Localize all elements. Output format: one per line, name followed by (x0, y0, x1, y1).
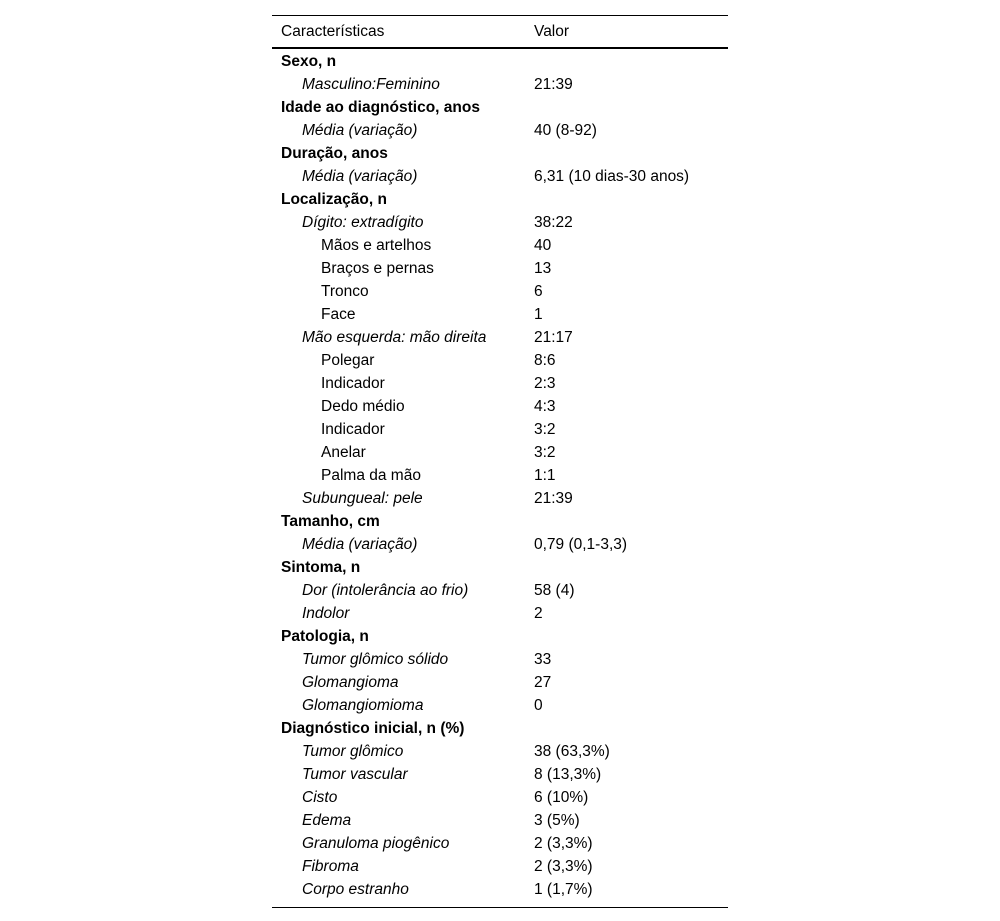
table-row (272, 73, 728, 96)
row-label: Mão esquerda: mão direita (302, 329, 487, 346)
row-label: Glomangioma (302, 674, 399, 691)
table-bottom-rule (272, 907, 728, 908)
row-label: Corpo estranho (302, 881, 409, 898)
section-heading-label: Diagnóstico inicial, n (%) (281, 720, 465, 737)
row-value: 2 (534, 605, 543, 622)
section-heading-row (272, 556, 728, 579)
section-heading-row (272, 625, 728, 648)
table-body (272, 49, 728, 901)
table-row (272, 280, 728, 303)
section-heading-row (272, 717, 728, 740)
row-value: 3 (5%) (534, 812, 580, 829)
table-row (272, 533, 728, 556)
row-label: Fibroma (302, 858, 359, 875)
row-value: 40 (534, 237, 552, 254)
section-heading-row (272, 510, 728, 533)
row-value: 6 (10%) (534, 789, 589, 806)
section-heading-row (272, 142, 728, 165)
row-value: 6 (534, 283, 543, 300)
table-row (272, 257, 728, 280)
row-value: 3:2 (534, 444, 556, 461)
row-value: 27 (534, 674, 552, 691)
section-heading-label: Patologia, n (281, 628, 369, 645)
row-label: Cisto (302, 789, 338, 806)
table-row (272, 671, 728, 694)
row-label: Edema (302, 812, 352, 829)
section-heading-label: Sintoma, n (281, 559, 361, 576)
row-value: 3:2 (534, 421, 556, 438)
section-heading-label: Idade ao diagnóstico, anos (281, 99, 480, 116)
table-row (272, 786, 728, 809)
table-row (272, 763, 728, 786)
table-row (272, 579, 728, 602)
row-label: Indolor (302, 605, 350, 622)
row-value: 0,79 (0,1-3,3) (534, 536, 628, 553)
table-row (272, 349, 728, 372)
row-label: Polegar (321, 352, 375, 369)
row-value: 40 (8-92) (534, 122, 597, 139)
table-row (272, 694, 728, 717)
row-label: Dedo médio (321, 398, 405, 415)
row-label: Dor (intolerância ao frio) (302, 582, 469, 599)
row-label: Braços e pernas (321, 260, 434, 277)
row-value: 21:39 (534, 490, 573, 507)
section-heading-label: Sexo, n (281, 53, 337, 70)
row-value: 21:39 (534, 76, 573, 93)
section-heading-label: Tamanho, cm (281, 513, 380, 530)
table-header-row (272, 16, 728, 49)
row-value: 2:3 (534, 375, 556, 392)
table-row (272, 418, 728, 441)
row-value: 13 (534, 260, 552, 277)
row-value: 4:3 (534, 398, 556, 415)
row-label: Palma da mão (321, 467, 421, 484)
row-label: Glomangiomioma (302, 697, 424, 714)
table-row (272, 487, 728, 510)
section-heading-row (272, 188, 728, 211)
row-label: Média (variação) (302, 536, 418, 553)
section-heading-label: Localização, n (281, 191, 387, 208)
row-label: Média (variação) (302, 168, 418, 185)
table-row (272, 326, 728, 349)
row-value: 0 (534, 697, 543, 714)
row-value: 38:22 (534, 214, 573, 231)
header-value: Valor (534, 23, 570, 40)
row-value: 6,31 (10 dias-30 anos) (534, 168, 690, 185)
row-value: 38 (63,3%) (534, 743, 610, 760)
row-label: Masculino:Feminino (302, 76, 440, 93)
row-label: Indicador (321, 375, 385, 392)
header-characteristics: Características (281, 23, 385, 40)
table-row (272, 303, 728, 326)
row-label: Granuloma piogênico (302, 835, 450, 852)
row-value: 1 (534, 306, 543, 323)
row-value: 2 (3,3%) (534, 835, 593, 852)
row-value: 8 (13,3%) (534, 766, 602, 783)
section-heading-label: Duração, anos (281, 145, 388, 162)
row-label: Anelar (321, 444, 366, 461)
row-label: Tronco (321, 283, 369, 300)
table-row (272, 809, 728, 832)
table-row (272, 855, 728, 878)
row-value: 1:1 (534, 467, 556, 484)
row-value: 21:17 (534, 329, 573, 346)
table-row (272, 211, 728, 234)
section-heading-row (272, 50, 728, 73)
row-value: 2 (3,3%) (534, 858, 593, 875)
table-row (272, 740, 728, 763)
table-row (272, 832, 728, 855)
row-value: 58 (4) (534, 582, 575, 599)
table-row (272, 648, 728, 671)
row-value: 1 (1,7%) (534, 881, 593, 898)
table-row (272, 878, 728, 901)
row-label: Subungueal: pele (302, 490, 423, 507)
table-row (272, 165, 728, 188)
table-row (272, 602, 728, 625)
table-row (272, 464, 728, 487)
section-heading-row (272, 96, 728, 119)
table-row (272, 395, 728, 418)
row-label: Indicador (321, 421, 385, 438)
row-label: Tumor glômico (302, 743, 404, 760)
row-label: Média (variação) (302, 122, 418, 139)
table-row (272, 372, 728, 395)
table-row (272, 119, 728, 142)
characteristics-table (272, 15, 728, 908)
table-row (272, 234, 728, 257)
row-label: Face (321, 306, 356, 323)
row-label: Tumor glômico sólido (302, 651, 449, 668)
table-row (272, 441, 728, 464)
row-label: Mãos e artelhos (321, 237, 432, 254)
row-value: 8:6 (534, 352, 556, 369)
row-label: Tumor vascular (302, 766, 408, 783)
row-label: Dígito: extradígito (302, 214, 424, 231)
row-value: 33 (534, 651, 552, 668)
